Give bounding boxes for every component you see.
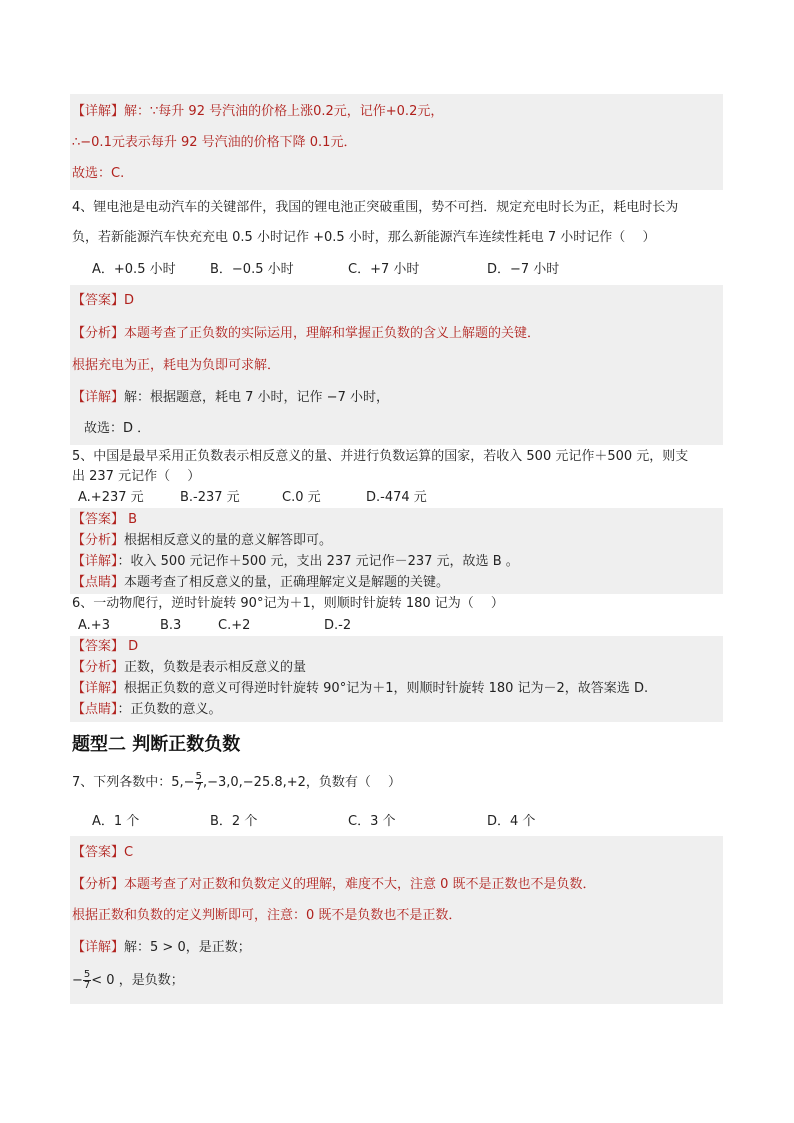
choose-line: 故选：D ．	[84, 421, 151, 436]
question-4-line-1: 4、锂电池是电动汽车的关键部件，我国的锂电池正突破重围，势不可挡．规定充电时长为正，耗电时长为	[72, 200, 679, 215]
analysis-text: 本题考查了正负数的实际运用，理解和掌握正负数的含义上解题的关键．	[124, 326, 541, 341]
question-7-line	[72, 768, 401, 798]
analysis-line	[72, 532, 332, 550]
fraction	[195, 772, 203, 793]
question-4-line-2: 负，若新能源汽车快充充电 0.5 小时记作 +0.5 小时，那么新能源汽车连续性耗电 7 小时记作（ ）	[72, 230, 656, 245]
answer-tag: 【答案】	[72, 639, 125, 654]
point-text: 本题考查了相反意义的量，正确理解定义是解题的关键。	[124, 575, 450, 590]
detail-line	[72, 103, 443, 121]
detail-tag: 【详解】	[72, 104, 125, 119]
answer-tag: 【答案】	[72, 293, 125, 308]
option-b: B.3	[160, 618, 182, 633]
choose-line: 故选：C.	[72, 166, 125, 181]
option-b: B．−0.5 小时	[210, 262, 294, 277]
analysis-line-2: 根据充电为正，耗电为负即可求解．	[72, 358, 281, 373]
fraction-denominator: 7	[195, 782, 202, 793]
answer-value: C	[124, 845, 134, 860]
section-heading: 题型二 判断正数负数	[72, 734, 241, 755]
fraction-numerator: 5	[195, 771, 202, 782]
answer-tag: 【答案】	[72, 512, 125, 527]
option-a: A.+3	[78, 618, 110, 633]
detail-tag: 【详解】	[72, 681, 125, 696]
answer-line	[72, 511, 137, 529]
analysis-text: 本题考查了对正数和负数定义的理解，难度不大，注意 0 既不是正数也不是负数．	[124, 877, 596, 892]
option-c: C.0 元	[282, 490, 321, 505]
answer-value: D	[128, 639, 139, 654]
detail-text: 解：∵每升 92 号汽油的价格上涨0.2元，记作+0.2元，	[124, 104, 444, 119]
point-text: ：正负数的意义。	[117, 702, 222, 717]
detail-line	[72, 389, 389, 407]
option-c: C．3 个	[348, 814, 396, 829]
detail-text: ：收入 500 元记作＋500 元，支出 237 元记作－237 元，故选 B 。	[117, 554, 519, 569]
detail-line	[72, 553, 519, 571]
detail-line	[72, 680, 648, 698]
option-a: A.+237 元	[78, 490, 144, 505]
option-c: C.+2	[218, 618, 251, 633]
detail-rest: < 0 ，是负数；	[91, 973, 184, 988]
option-d: D.-474 元	[366, 490, 427, 505]
option-c: C．+7 小时	[348, 262, 420, 277]
option-d: D．4 个	[487, 814, 536, 829]
detail-text: 根据正负数的意义可得逆时针旋转 90°记为＋1，则顺时针旋转 180 记为－2，故答案选 D.	[124, 681, 649, 696]
option-d: D.-2	[324, 618, 352, 633]
answer-line	[72, 844, 133, 862]
analysis-tag: 【分析】	[72, 533, 125, 548]
answer-line	[72, 292, 134, 310]
analysis-line	[72, 876, 596, 894]
number-list-start: 5,−	[171, 775, 195, 790]
detail-tag: 【详解】	[72, 390, 125, 405]
point-line	[72, 701, 222, 719]
question-5-line-2: 出 237 元记作（ ）	[72, 469, 201, 484]
detail-line-2: ∴−0.1元表示每升 92 号汽油的价格下降 0.1元．	[72, 135, 357, 150]
detail-text: 解：根据题意，耗电 7 小时，记作 −7 小时，	[124, 390, 389, 405]
option-d: D．−7 小时	[487, 262, 560, 277]
analysis-line-2: 根据正数和负数的定义判断即可，注意：0 既不是负数也不是正数．	[72, 908, 462, 923]
question-7-prefix: 7、下列各数中：	[72, 775, 172, 790]
answer-value: D	[124, 293, 135, 308]
option-b: B．2 个	[210, 814, 258, 829]
question-7-suffix: ，负数有（ ）	[305, 775, 402, 790]
point-line	[72, 574, 449, 592]
analysis-tag: 【分析】	[72, 877, 125, 892]
detail-line	[72, 939, 251, 957]
analysis-text: 正数，负数是表示相反意义的量	[124, 660, 307, 675]
analysis-tag: 【分析】	[72, 326, 125, 341]
question-5-line-1: 5、中国是最早采用正负数表示相反意义的量、并进行负数运算的国家，若收入 500 元记作＋500 元，则支	[72, 449, 689, 464]
fraction-numerator: 5	[83, 969, 91, 980]
analysis-line	[72, 659, 306, 677]
number-list-end: ,−3,0,−25.8,+2	[202, 775, 306, 790]
fraction-denominator: 7	[83, 980, 91, 991]
option-a: A．+0.5 小时	[92, 262, 176, 277]
point-tag: 【点睛】	[72, 702, 118, 717]
detail-line-2	[72, 966, 184, 996]
detail-text: 解：5 > 0，是正数；	[124, 940, 251, 955]
answer-value: B	[128, 512, 138, 527]
question-6-line: 6、一动物爬行，逆时针旋转 90°记为＋1，则顺时针旋转 180 记为（ ）	[72, 596, 504, 611]
point-tag: 【点睛】	[72, 575, 125, 590]
analysis-text: 根据相反意义的量的意义解答即可。	[124, 533, 333, 548]
option-b: B.-237 元	[180, 490, 240, 505]
answer-line	[72, 638, 138, 656]
analysis-tag: 【分析】	[72, 660, 125, 675]
minus-sign: −	[72, 973, 83, 988]
option-a: A．1 个	[92, 814, 140, 829]
analysis-line	[72, 325, 540, 343]
answer-tag: 【答案】	[72, 845, 125, 860]
detail-tag: 【详解】	[72, 940, 125, 955]
detail-tag: 【详解】	[72, 554, 118, 569]
